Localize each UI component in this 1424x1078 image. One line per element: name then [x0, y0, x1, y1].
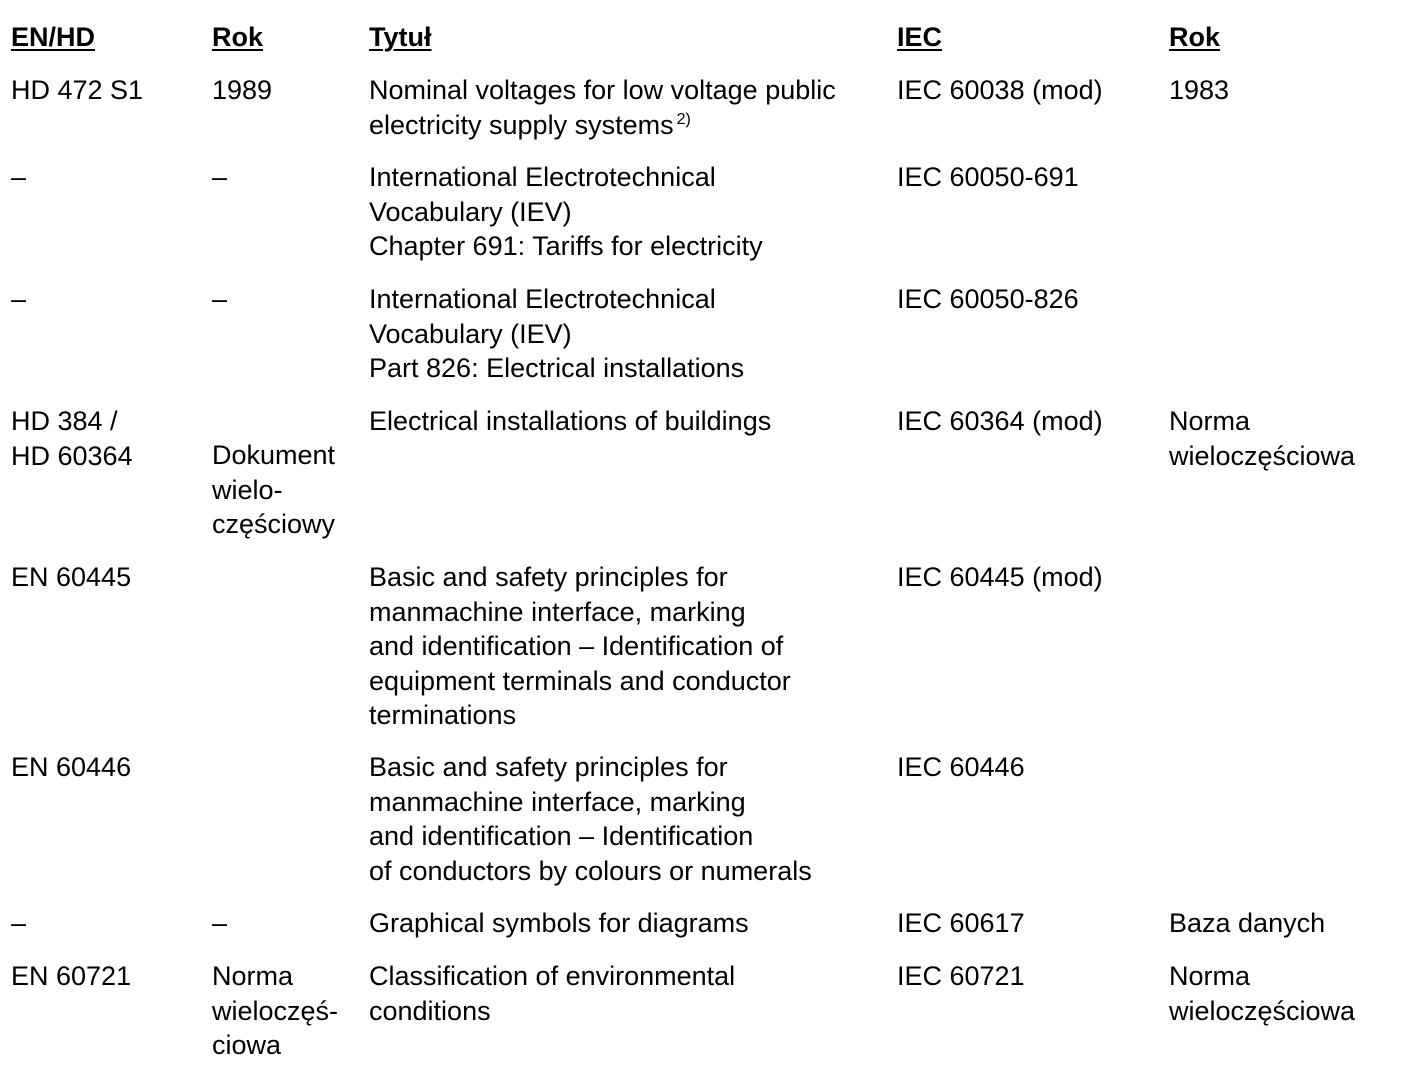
- cell-text: –: [11, 162, 27, 192]
- cell-rok-iec: [1169, 73, 1229, 108]
- cell-rok: [212, 160, 227, 195]
- cell-text: HD 472 S1: [11, 75, 144, 105]
- cell-tytul: [369, 73, 836, 142]
- cell-iec: [897, 282, 1079, 317]
- cell-text: International Electrotechnical: [369, 162, 716, 192]
- cell-text: and identification – Identification of: [369, 631, 784, 661]
- cell-text: and identification – Identification: [369, 821, 754, 851]
- cell-en-hd: [11, 404, 133, 473]
- cell-text: Norma: [212, 961, 294, 991]
- cell-text: Vocabulary (IEV): [369, 318, 572, 349]
- cell-text: Nominal voltages for low voltage public: [369, 75, 836, 105]
- cell-text: Vocabulary (IEV): [369, 196, 572, 227]
- cell-text: –: [11, 908, 27, 938]
- cell-text: HD 384 /: [11, 406, 118, 436]
- cell-rok: [212, 959, 338, 1063]
- cell-text: Graphical symbols for diagrams: [369, 908, 749, 938]
- cell-text: Norma: [1169, 961, 1251, 991]
- cell-text: Electrical installations of buildings: [369, 406, 772, 436]
- cell-text: wieloczęściowa: [1169, 995, 1356, 1026]
- cell-text: Norma: [1169, 406, 1251, 436]
- cell-rok: [212, 438, 335, 542]
- cell-text: Chapter 691: Tariffs for electricity: [369, 231, 763, 261]
- cell-text: wieloczęściowa: [1169, 440, 1356, 471]
- cell-iec: [897, 160, 1079, 195]
- cell-text: 1983: [1169, 75, 1230, 105]
- cell-text: conditions: [369, 995, 491, 1026]
- cell-text: International Electrotechnical: [369, 284, 716, 314]
- cell-text: –: [212, 908, 228, 938]
- cell-text: IEC 60364 (mod): [897, 406, 1103, 436]
- cell-tytul: [369, 959, 735, 1028]
- cell-en-hd: [11, 73, 143, 108]
- cell-iec: [897, 560, 1103, 595]
- cell-iec: [897, 906, 1025, 941]
- cell-tytul: [369, 282, 744, 386]
- cell-text: IEC 60445 (mod): [897, 562, 1103, 592]
- cell-iec: [897, 959, 1025, 994]
- cell-text: IEC 60446: [897, 752, 1025, 782]
- cell-text: IEC 60050-826: [897, 284, 1079, 314]
- cell-en-hd: [11, 282, 26, 317]
- cell-text: wielo-: [212, 474, 283, 505]
- cell-en-hd: [11, 160, 26, 195]
- cell-text: Basic and safety principles for: [369, 562, 728, 592]
- cell-tytul: [369, 750, 812, 888]
- cell-text: equipment terminals and conductor: [369, 665, 791, 696]
- cell-en-hd: [11, 959, 131, 994]
- cell-iec: [897, 73, 1103, 108]
- cell-text: –: [11, 284, 27, 314]
- cell-text: EN 60721: [11, 961, 132, 991]
- cell-text: wieloczęś-: [212, 995, 339, 1026]
- cell-iec: [897, 404, 1103, 439]
- cell-text: manmachine interface, marking: [369, 596, 746, 627]
- cell-text: EN 60446: [11, 752, 132, 782]
- cell-text: Dokument: [212, 440, 336, 470]
- cell-rok-iec: [1169, 404, 1355, 473]
- header-en-hd: EN/HD: [11, 22, 96, 52]
- cell-en-hd: [11, 560, 131, 595]
- cell-en-hd: [11, 750, 131, 785]
- cell-text: częściowy: [212, 509, 336, 539]
- cell-text: 1989: [212, 75, 273, 105]
- footnote-marker: 2): [676, 110, 691, 128]
- cell-rok: [212, 906, 227, 941]
- cell-tytul: [369, 404, 771, 439]
- cell-tytul: [369, 906, 749, 941]
- cell-text: of conductors by colours or numerals: [369, 855, 812, 886]
- cell-text: –: [212, 284, 228, 314]
- cell-tytul: [369, 160, 763, 264]
- cell-text: –: [212, 162, 228, 192]
- header-rok-iec: Rok: [1169, 22, 1221, 52]
- cell-text: IEC 60721: [897, 961, 1025, 991]
- cell-rok-iec: [1169, 906, 1325, 941]
- cell-rok: [212, 282, 227, 317]
- cell-rok-iec: [1169, 959, 1355, 1028]
- cell-text: HD 60364: [11, 440, 133, 471]
- cell-text-with-footnote: [369, 108, 836, 143]
- cell-iec: [897, 750, 1025, 785]
- cell-text: manmachine interface, marking: [369, 786, 746, 817]
- cell-text: IEC 60617: [897, 908, 1025, 938]
- cell-text: IEC 60050-691: [897, 162, 1079, 192]
- cell-en-hd: [11, 906, 26, 941]
- cell-text: Classification of environmental: [369, 961, 736, 991]
- cell-text: Basic and safety principles for: [369, 752, 728, 782]
- cell-tytul: [369, 560, 791, 733]
- cell-text: Part 826: Electrical installations: [369, 353, 745, 383]
- cell-text: EN 60445: [11, 562, 132, 592]
- cell-text: IEC 60038 (mod): [897, 75, 1103, 105]
- cell-rok: [212, 73, 272, 108]
- header-rok: Rok: [212, 22, 264, 52]
- header-tytul: Tytuł: [369, 22, 432, 52]
- cell-text: Baza danych: [1169, 908, 1326, 938]
- cell-text: electricity supply systems: [369, 109, 674, 140]
- cell-text: terminations: [369, 700, 517, 730]
- header-iec: IEC: [897, 22, 943, 52]
- cell-text: ciowa: [212, 1030, 282, 1060]
